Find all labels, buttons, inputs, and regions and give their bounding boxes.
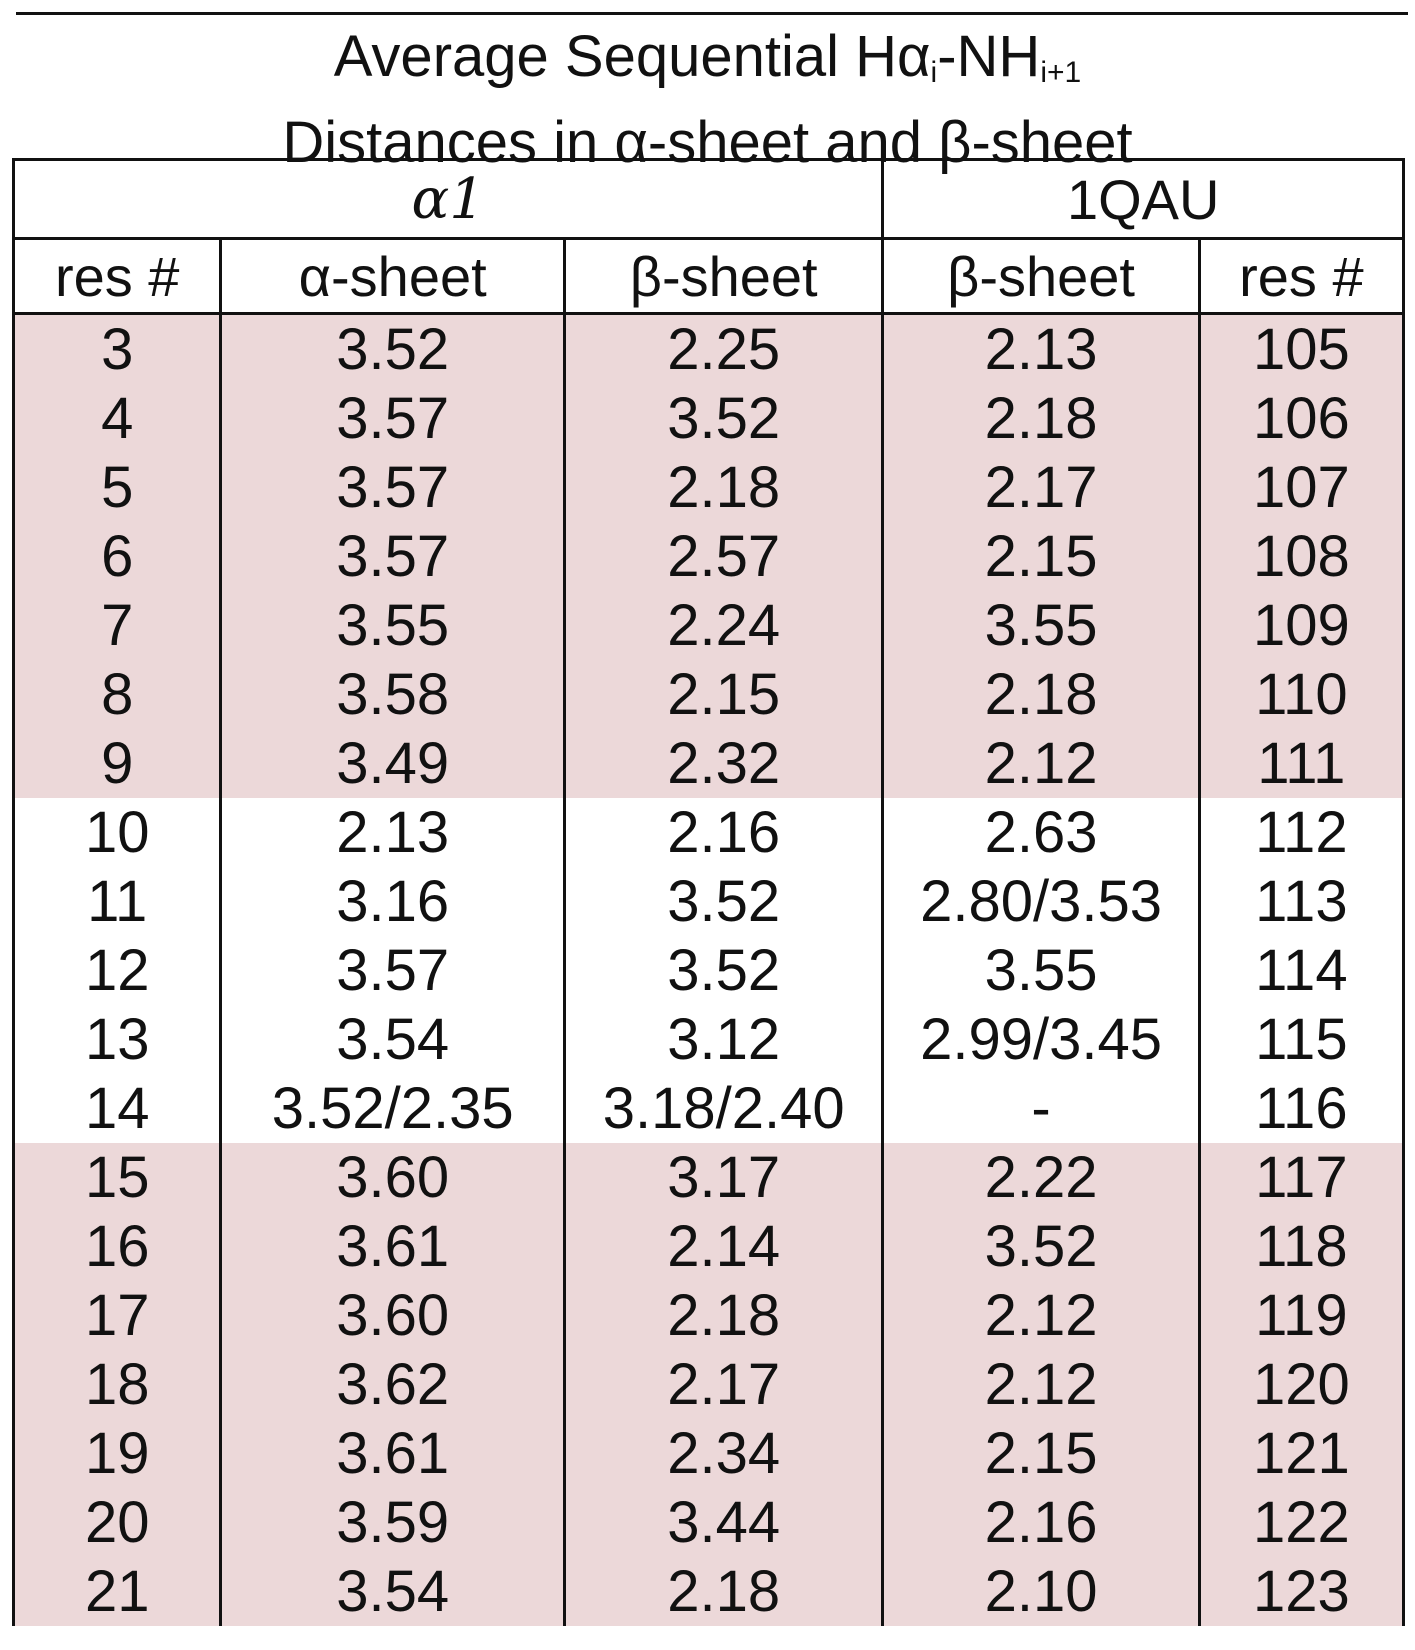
cell-beta-sheet-2: 2.10 (883, 1557, 1199, 1626)
cell-alpha-sheet: 3.52 (221, 314, 565, 385)
cell-beta-sheet-2: 2.63 (883, 798, 1199, 867)
cell-res-1: 19 (14, 1419, 221, 1488)
cell-res-2: 122 (1199, 1488, 1403, 1557)
table-row (14, 1005, 1404, 1074)
cell-alpha-sheet: 3.61 (221, 1212, 565, 1281)
column-header-res-2: res # (1199, 239, 1403, 314)
title-line-1 (0, 22, 1415, 108)
cell-alpha-sheet: 3.58 (221, 660, 565, 729)
cell-res-2: 108 (1199, 522, 1403, 591)
cell-res-2: 107 (1199, 453, 1403, 522)
table-row (14, 729, 1404, 798)
column-header-res-1: res # (14, 239, 221, 314)
title-subscript-i: i (930, 56, 938, 89)
table-row (14, 867, 1404, 936)
cell-res-1: 16 (14, 1212, 221, 1281)
table-row (14, 522, 1404, 591)
table-row (14, 1281, 1404, 1350)
cell-beta-sheet-2: 3.55 (883, 936, 1199, 1005)
table-row (14, 314, 1404, 385)
cell-alpha-sheet: 2.13 (221, 798, 565, 867)
column-header-beta-sheet-2: β-sheet (883, 239, 1199, 314)
cell-alpha-sheet: 3.57 (221, 936, 565, 1005)
cell-res-2: 116 (1199, 1074, 1403, 1143)
cell-alpha-sheet: 3.54 (221, 1005, 565, 1074)
table-row (14, 1212, 1404, 1281)
cell-res-2: 121 (1199, 1419, 1403, 1488)
cell-beta-sheet-1: 2.16 (564, 798, 882, 867)
table-row (14, 591, 1404, 660)
cell-beta-sheet-1: 3.52 (564, 384, 882, 453)
cell-beta-sheet-1: 2.14 (564, 1212, 882, 1281)
group-header-row (14, 160, 1404, 239)
cell-alpha-sheet: 3.52/2.35 (221, 1074, 565, 1143)
cell-beta-sheet-1: 2.34 (564, 1419, 882, 1488)
cell-alpha-sheet: 3.57 (221, 384, 565, 453)
table-row (14, 384, 1404, 453)
cell-res-1: 10 (14, 798, 221, 867)
cell-beta-sheet-1: 2.25 (564, 314, 882, 385)
table-row (14, 660, 1404, 729)
cell-res-2: 123 (1199, 1557, 1403, 1626)
cell-beta-sheet-1: 3.52 (564, 936, 882, 1005)
cell-beta-sheet-1: 2.15 (564, 660, 882, 729)
cell-alpha-sheet: 3.54 (221, 1557, 565, 1626)
cell-res-1: 21 (14, 1557, 221, 1626)
table-row (14, 453, 1404, 522)
cell-res-2: 112 (1199, 798, 1403, 867)
column-header-alpha-sheet: α-sheet (221, 239, 565, 314)
cell-res-2: 117 (1199, 1143, 1403, 1212)
cell-beta-sheet-1: 3.12 (564, 1005, 882, 1074)
cell-res-2: 120 (1199, 1350, 1403, 1419)
cell-res-2: 115 (1199, 1005, 1403, 1074)
cell-alpha-sheet: 3.60 (221, 1143, 565, 1212)
cell-beta-sheet-2: 2.12 (883, 1281, 1199, 1350)
cell-beta-sheet-2: 2.80/3.53 (883, 867, 1199, 936)
cell-beta-sheet-1: 2.18 (564, 453, 882, 522)
top-rule (16, 12, 1408, 15)
cell-beta-sheet-1: 2.57 (564, 522, 882, 591)
cell-alpha-sheet: 3.55 (221, 591, 565, 660)
title-subscript-i1: i+1 (1040, 56, 1082, 89)
cell-res-1: 18 (14, 1350, 221, 1419)
cell-res-1: 7 (14, 591, 221, 660)
cell-beta-sheet-2: 3.52 (883, 1212, 1199, 1281)
cell-beta-sheet-2: 2.16 (883, 1488, 1199, 1557)
title-text-b: -NH (937, 24, 1041, 89)
cell-res-1: 3 (14, 314, 221, 385)
column-header-row (14, 239, 1404, 314)
cell-alpha-sheet: 3.62 (221, 1350, 565, 1419)
cell-res-2: 118 (1199, 1212, 1403, 1281)
cell-beta-sheet-2: - (883, 1074, 1199, 1143)
cell-beta-sheet-2: 2.12 (883, 729, 1199, 798)
cell-beta-sheet-2: 2.15 (883, 522, 1199, 591)
cell-res-1: 9 (14, 729, 221, 798)
cell-beta-sheet-2: 2.17 (883, 453, 1199, 522)
cell-res-2: 114 (1199, 936, 1403, 1005)
cell-res-2: 111 (1199, 729, 1403, 798)
table-body (14, 314, 1404, 1627)
cell-beta-sheet-2: 2.99/3.45 (883, 1005, 1199, 1074)
cell-beta-sheet-1: 3.17 (564, 1143, 882, 1212)
cell-beta-sheet-2: 3.55 (883, 591, 1199, 660)
table-row (14, 1419, 1404, 1488)
cell-res-2: 105 (1199, 314, 1403, 385)
cell-alpha-sheet: 3.57 (221, 522, 565, 591)
table-row (14, 1143, 1404, 1212)
table-row (14, 1350, 1404, 1419)
cell-alpha-sheet: 3.16 (221, 867, 565, 936)
column-header-beta-sheet-1: β-sheet (564, 239, 882, 314)
cell-beta-sheet-1: 2.17 (564, 1350, 882, 1419)
cell-res-1: 5 (14, 453, 221, 522)
cell-alpha-sheet: 3.59 (221, 1488, 565, 1557)
cell-beta-sheet-1: 2.18 (564, 1281, 882, 1350)
cell-res-2: 113 (1199, 867, 1403, 936)
table-row (14, 798, 1404, 867)
cell-alpha-sheet: 3.61 (221, 1419, 565, 1488)
cell-res-1: 13 (14, 1005, 221, 1074)
table-row (14, 936, 1404, 1005)
cell-res-1: 20 (14, 1488, 221, 1557)
cell-alpha-sheet: 3.57 (221, 453, 565, 522)
cell-res-1: 4 (14, 384, 221, 453)
cell-res-1: 8 (14, 660, 221, 729)
group-header-1qau: 1QAU (883, 160, 1404, 239)
cell-beta-sheet-1: 2.32 (564, 729, 882, 798)
cell-beta-sheet-2: 2.13 (883, 314, 1199, 385)
cell-beta-sheet-1: 3.52 (564, 867, 882, 936)
table-row (14, 1074, 1404, 1143)
cell-beta-sheet-2: 2.18 (883, 660, 1199, 729)
table-title (0, 22, 1415, 178)
title-text-a: Average Sequential Hα (333, 24, 931, 89)
cell-alpha-sheet: 3.49 (221, 729, 565, 798)
cell-res-1: 15 (14, 1143, 221, 1212)
cell-res-2: 106 (1199, 384, 1403, 453)
cell-res-2: 119 (1199, 1281, 1403, 1350)
cell-res-2: 109 (1199, 591, 1403, 660)
cell-alpha-sheet: 3.60 (221, 1281, 565, 1350)
cell-res-1: 14 (14, 1074, 221, 1143)
cell-beta-sheet-2: 2.15 (883, 1419, 1199, 1488)
cell-beta-sheet-2: 2.22 (883, 1143, 1199, 1212)
cell-res-1: 12 (14, 936, 221, 1005)
table-row (14, 1557, 1404, 1626)
cell-beta-sheet-1: 2.24 (564, 591, 882, 660)
cell-beta-sheet-2: 2.18 (883, 384, 1199, 453)
table-row (14, 1488, 1404, 1557)
cell-beta-sheet-2: 2.12 (883, 1350, 1199, 1419)
cell-beta-sheet-1: 2.18 (564, 1557, 882, 1626)
data-table (12, 158, 1405, 1626)
cell-res-1: 11 (14, 867, 221, 936)
cell-res-1: 6 (14, 522, 221, 591)
cell-beta-sheet-1: 3.44 (564, 1488, 882, 1557)
cell-beta-sheet-1: 3.18/2.40 (564, 1074, 882, 1143)
group-header-alpha1: α1 (14, 160, 883, 239)
cell-res-1: 17 (14, 1281, 221, 1350)
cell-res-2: 110 (1199, 660, 1403, 729)
title-line-2: Distances in α-sheet and β-sheet (282, 110, 1133, 175)
